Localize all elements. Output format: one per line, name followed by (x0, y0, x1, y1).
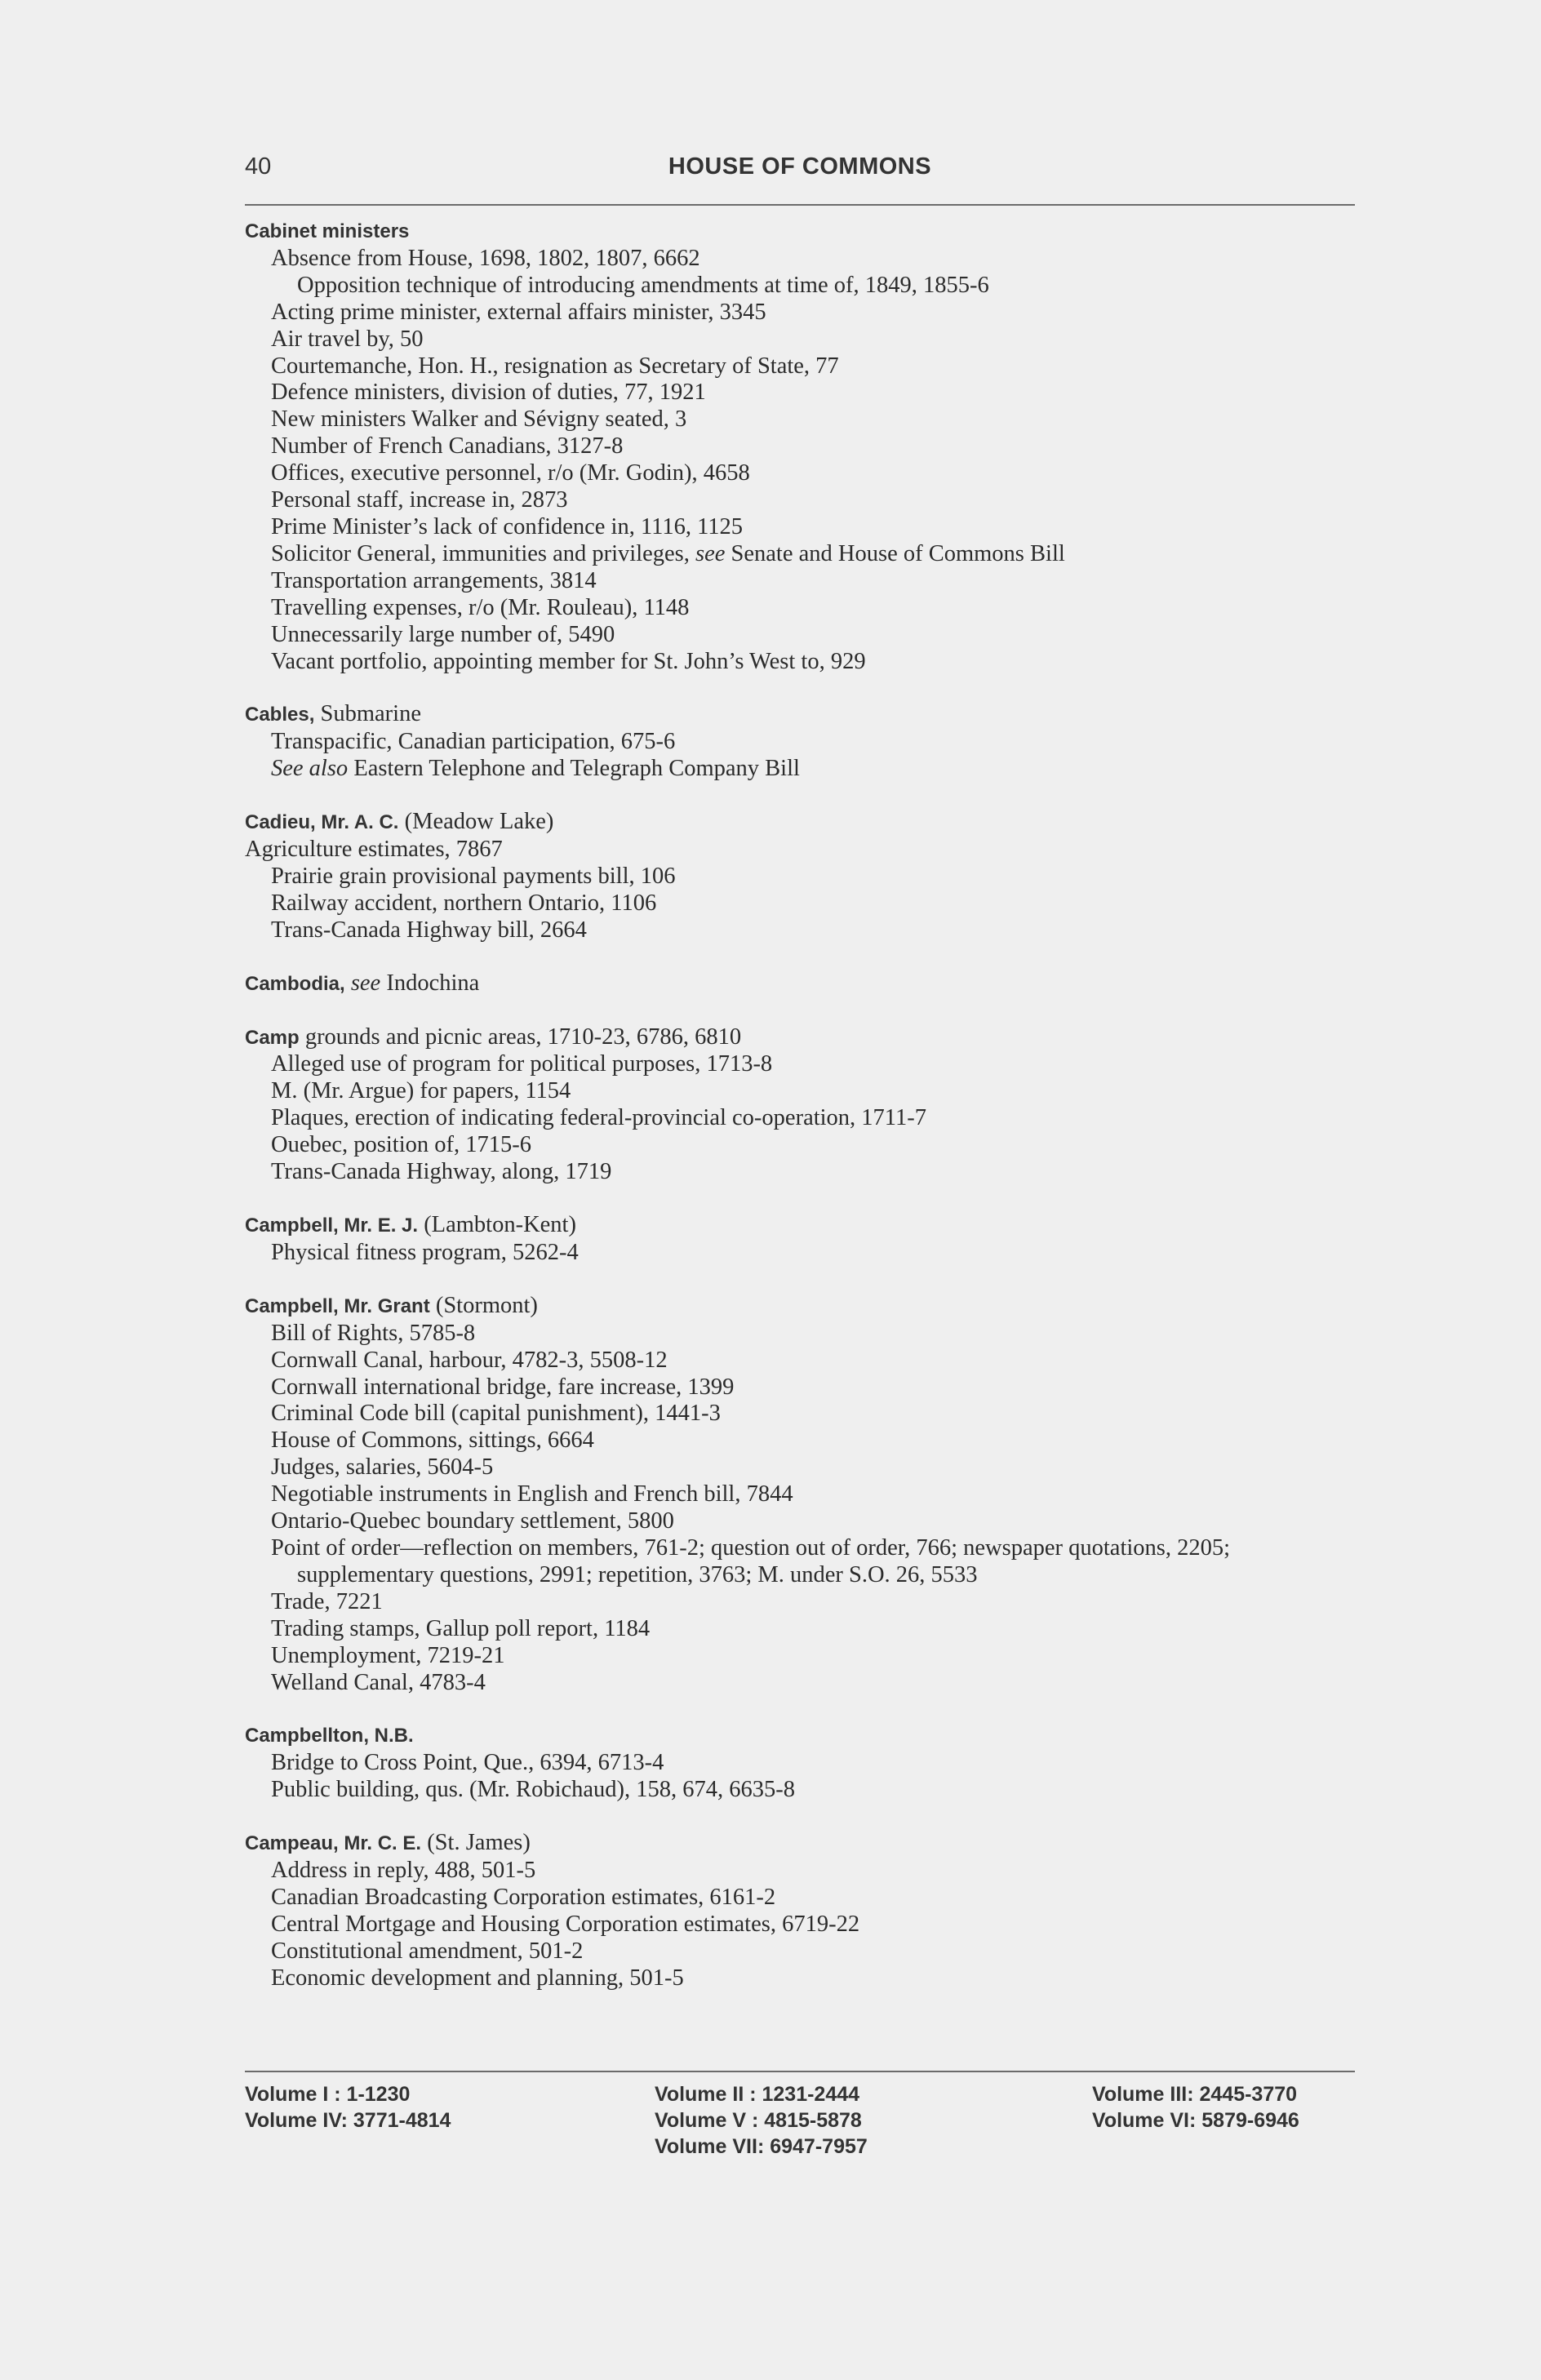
heading-term: Cambodia, (245, 972, 345, 995)
entry-heading (245, 701, 1355, 729)
heading-qualifier: (Lambton-Kent) (424, 1212, 576, 1237)
sub-entry: Trading stamps, Gallup poll report, 1184 (271, 1615, 651, 1641)
sub-entry: Vacant portfolio, appointing member for St. John’s West to, 929 (271, 648, 866, 674)
volume-key-footer (245, 2081, 1355, 2187)
sub-entry: Personal staff, increase in, 2873 (271, 487, 568, 513)
sub-entry: Criminal Code bill (capital punishment), 1441-3 (271, 1401, 721, 1427)
sub-entry: Judges, salaries, 5604-5 (271, 1454, 494, 1481)
heading-term: Cabinet ministers (245, 220, 410, 242)
cross-reference-target: Eastern Telephone and Telegraph Company Bill (353, 756, 800, 782)
cross-reference-target: Indochina (386, 970, 480, 996)
sub-entry: Cornwall Canal, harbour, 4782-3, 5508-12 (271, 1347, 668, 1373)
heading-term: Camp (245, 1026, 300, 1049)
sub-entry: New ministers Walker and Sévigny seated, 3 (271, 406, 687, 433)
volume-range: Volume I : 1-1230 (245, 2083, 411, 2106)
sub-entry: Bridge to Cross Point, Que., 6394, 6713-4 (271, 1750, 664, 1776)
sub-entry: Constitutional amendment, 501-2 (271, 1938, 584, 1964)
index-entry-camp-grounds (245, 1024, 1355, 1186)
sub-entry: Travelling expenses, r/o (Mr. Rouleau), 1148 (271, 594, 690, 620)
index-body (245, 218, 1355, 2018)
sub-entry: House of Commons, sittings, 6664 (271, 1428, 594, 1454)
sub-entry: Negotiable instruments in English and French bill, 7844 (271, 1481, 793, 1507)
page-number: 40 (245, 153, 272, 180)
volume-column (1092, 2081, 1299, 2134)
running-title: HOUSE OF COMMONS (668, 153, 932, 180)
entry-heading (245, 218, 1355, 246)
header-rule (245, 204, 1355, 206)
sub-entry: Railway accident, northern Ontario, 1106 (271, 890, 657, 916)
sub-entry: M. (Mr. Argue) for papers, 1154 (271, 1078, 571, 1104)
heading-term: Campbell, Mr. Grant (245, 1294, 430, 1317)
entry-heading (245, 1293, 1355, 1321)
volume-range: Volume II : 1231-2444 (655, 2083, 860, 2106)
sub-entry: Ouebec, position of, 1715-6 (271, 1132, 531, 1158)
heading-qualifier: (Meadow Lake) (404, 809, 554, 835)
sub-entry-text: Solicitor General, immunities and privileges, (271, 540, 690, 566)
heading-term: Cadieu, Mr. A. C. (245, 811, 399, 834)
footer-rule (245, 2071, 1355, 2072)
volume-range: Volume IV: 3771-4814 (245, 2109, 451, 2132)
sub-entry: Bill of Rights, 5785-8 (271, 1320, 476, 1346)
first-sub-entry: Agriculture estimates, 7867 (245, 837, 503, 863)
entry-heading (245, 970, 1355, 998)
sub-entry: Transpacific, Canadian participation, 675-6 (271, 729, 676, 755)
sub-sub-entry: Opposition technique of introducing amendments at time of, 1849, 1855-6 (297, 272, 989, 298)
heading-qualifier: (St. James) (427, 1830, 531, 1856)
see-also-word: See also (271, 756, 349, 782)
volume-range: Volume VI: 5879-6946 (1092, 2109, 1299, 2132)
entry-heading (245, 809, 1355, 837)
sub-entry: Prime Minister’s lack of confidence in, 1116, 1125 (271, 513, 744, 539)
heading-term: Campbellton, N.B. (245, 1725, 414, 1747)
volume-range: Volume V : 4815-5878 (655, 2109, 862, 2132)
heading-term: Campeau, Mr. C. E. (245, 1832, 422, 1855)
sub-entry: Address in reply, 488, 501-5 (271, 1858, 536, 1884)
sub-entry: Defence ministers, division of duties, 77, 1921 (271, 380, 706, 406)
sub-entry: Trans-Canada Highway, along, 1719 (271, 1159, 612, 1185)
volume-range: Volume VII: 6947-7957 (655, 2135, 868, 2158)
sub-entry: Trans-Canada Highway bill, 2664 (271, 917, 587, 943)
see-word: see (350, 970, 381, 996)
sub-entry: Unnecessarily large number of, 5490 (271, 621, 615, 647)
sub-entry: Central Mortgage and Housing Corporation estimates, 6719-22 (271, 1911, 860, 1937)
page-header (245, 153, 1355, 189)
heading-qualifier: Submarine (320, 701, 421, 727)
sub-entry: Absence from House, 1698, 1802, 1807, 6662 (271, 245, 700, 271)
sub-entry: Ontario-Quebec boundary settlement, 5800 (271, 1508, 674, 1534)
index-entry-campbell-grant (245, 1293, 1355, 1697)
heading-term: Cables, (245, 704, 315, 726)
entry-heading (245, 1212, 1355, 1240)
sub-entry: Transportation arrangements, 3814 (271, 567, 597, 593)
entry-heading (245, 1830, 1355, 1858)
heading-term: Campbell, Mr. E. J. (245, 1214, 419, 1237)
sub-entry: Public building, qus. (Mr. Robichaud), 158, 674, 6635-8 (271, 1777, 796, 1803)
sub-entry: Courtemanche, Hon. H., resignation as Secretary of State, 77 (271, 353, 839, 379)
sub-entry: Offices, executive personnel, r/o (Mr. Godin), 4658 (271, 460, 750, 486)
sub-entry: Physical fitness program, 5262-4 (271, 1239, 579, 1265)
sub-entry-cross-reference (245, 541, 1355, 568)
entry-heading (245, 1024, 1355, 1052)
sub-entry: Trade, 7221 (271, 1588, 383, 1614)
volume-range: Volume III: 2445-3770 (1092, 2083, 1298, 2106)
sub-entry: Air travel by, 50 (271, 326, 424, 352)
sub-entry: Plaques, erection of indicating federal-provincial co-operation, 1711-7 (271, 1105, 926, 1131)
see-word: see (695, 540, 726, 566)
index-entry-cables (245, 701, 1355, 783)
index-entry-cabinet-ministers (245, 218, 1355, 675)
sub-entry-wrapped: Point of order—reflection on members, 761-2; question out of order, 766; newspaper quotations, 2205; supplementary questions, 2991; repetition, 3763; M. under S.O. 26, 5533 (271, 1534, 1231, 1587)
sub-entry: Number of French Canadians, 3127-8 (271, 433, 624, 460)
sub-entry: Economic development and planning, 501-5 (271, 1965, 684, 1991)
sub-entry: Prairie grain provisional payments bill, 106 (271, 863, 676, 889)
heading-qualifier: (Stormont) (435, 1292, 538, 1318)
sub-entry: Welland Canal, 4783-4 (271, 1669, 486, 1695)
heading-qualifier: grounds and picnic areas, 1710-23, 6786, 6810 (304, 1023, 742, 1050)
volume-column (245, 2081, 451, 2134)
volume-column (655, 2081, 868, 2160)
sub-entry: Alleged use of program for political purposes, 1713-8 (271, 1051, 773, 1077)
index-entry-campeau (245, 1830, 1355, 1991)
cross-reference-target: Senate and House of Commons Bill (731, 540, 1065, 566)
sub-entry: Unemployment, 7219-21 (271, 1642, 505, 1668)
index-entry-cambodia (245, 970, 1355, 998)
sub-entry-see-also (245, 756, 1355, 783)
index-entry-campbellton (245, 1722, 1355, 1804)
entry-heading (245, 1722, 1355, 1750)
sub-entry: Cornwall international bridge, fare increase, 1399 (271, 1374, 735, 1400)
index-entry-campbell-ej (245, 1212, 1355, 1267)
sub-entry: Canadian Broadcasting Corporation estimates, 6161-2 (271, 1884, 776, 1910)
sub-entry: Acting prime minister, external affairs minister, 3345 (271, 299, 766, 325)
index-entry-cadieu (245, 809, 1355, 944)
